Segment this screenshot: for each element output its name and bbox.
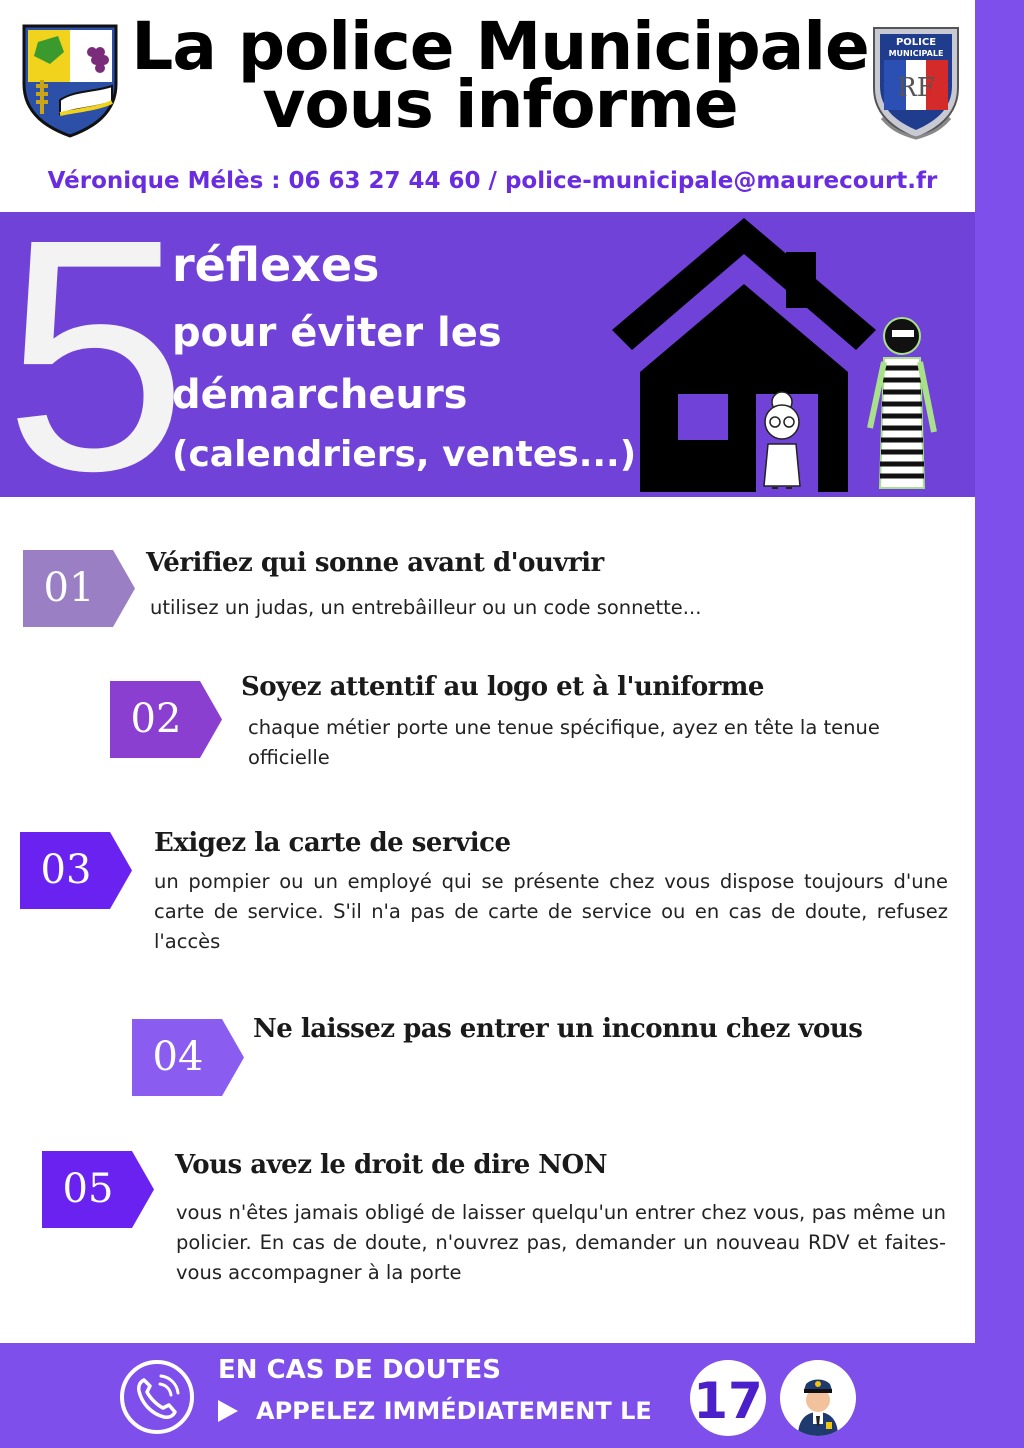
step-03-title: Exigez la carte de service (154, 828, 511, 858)
step-05-title: Vous avez le droit de dire NON (175, 1150, 607, 1180)
step-04-title: Ne laissez pas entrer un inconnu chez vous (253, 1014, 863, 1044)
footer-line-2-wrap (218, 1397, 652, 1425)
step-05-number: 05 (62, 1166, 114, 1212)
contact-line: Véronique Mélès : 06 63 27 44 60 / police-municipale@maurecourt.fr (47, 168, 938, 194)
badge-monogram: RF (897, 73, 935, 103)
banner-line-4: (calendriers, ventes...) (172, 434, 637, 475)
step-01-badge (23, 550, 135, 627)
badge-text-top: POLICE (895, 37, 937, 48)
banner-number: 5 (4, 212, 188, 497)
step-02-title: Soyez attentif au logo et à l'uniforme (241, 672, 764, 702)
badge-text-mid: MUNICIPALE (888, 49, 944, 58)
town-crest-logo (20, 22, 120, 138)
page-title (130, 8, 870, 143)
step-02-badge (110, 681, 222, 758)
footer-line-2: APPELEZ IMMÉDIATEMENT LE (256, 1397, 652, 1425)
banner-line-3: démarcheurs (172, 372, 468, 418)
phone-icon (120, 1360, 194, 1434)
step-03-badge (20, 832, 132, 909)
right-side-bar (975, 0, 1024, 1448)
title-line-1: La police Municipale (131, 8, 869, 85)
step-03-description: un pompier ou un employé qui se présente chez vous dispose toujours d'une carte de service. S'il n'a pas de carte de service ou en cas de doute, refusez l'accès (154, 870, 948, 953)
banner-line-2: pour éviter les (172, 310, 502, 356)
step-01-description: utilisez un judas, un entrebâilleur ou un code sonnette... (150, 596, 702, 619)
police-municipale-badge-logo (868, 22, 964, 140)
step-01-title: Vérifiez qui sonne avant d'ouvrir (146, 548, 604, 578)
police-officer-icon (780, 1360, 856, 1436)
step-01-number: 01 (43, 565, 95, 611)
banner (0, 212, 975, 497)
step-04-badge (132, 1019, 244, 1096)
footer-banner (0, 1343, 975, 1448)
play-arrow-icon (218, 1400, 238, 1422)
house-illustration-icon (612, 212, 972, 497)
step-05-badge (42, 1151, 154, 1228)
banner-line-1: réflexes (172, 238, 380, 292)
burglar-icon (870, 318, 934, 488)
emergency-number: 17 (690, 1360, 766, 1436)
step-03-number: 03 (40, 847, 92, 893)
step-02-description: chaque métier porte une tenue spécifique, ayez en tête la tenue officielle (248, 716, 880, 769)
title-line-2: vous informe (262, 66, 738, 143)
step-05-description: vous n'êtes jamais obligé de laisser quelqu'un entrer chez vous, pas même un policier. En cas de doute, n'ouvrez pas, demander un nouveau RDV et faites-vous accompagner à la porte (176, 1201, 946, 1284)
footer-line-1: EN CAS DE DOUTES (218, 1355, 501, 1385)
step-02-number: 02 (130, 696, 182, 742)
step-04-number: 04 (152, 1034, 204, 1080)
